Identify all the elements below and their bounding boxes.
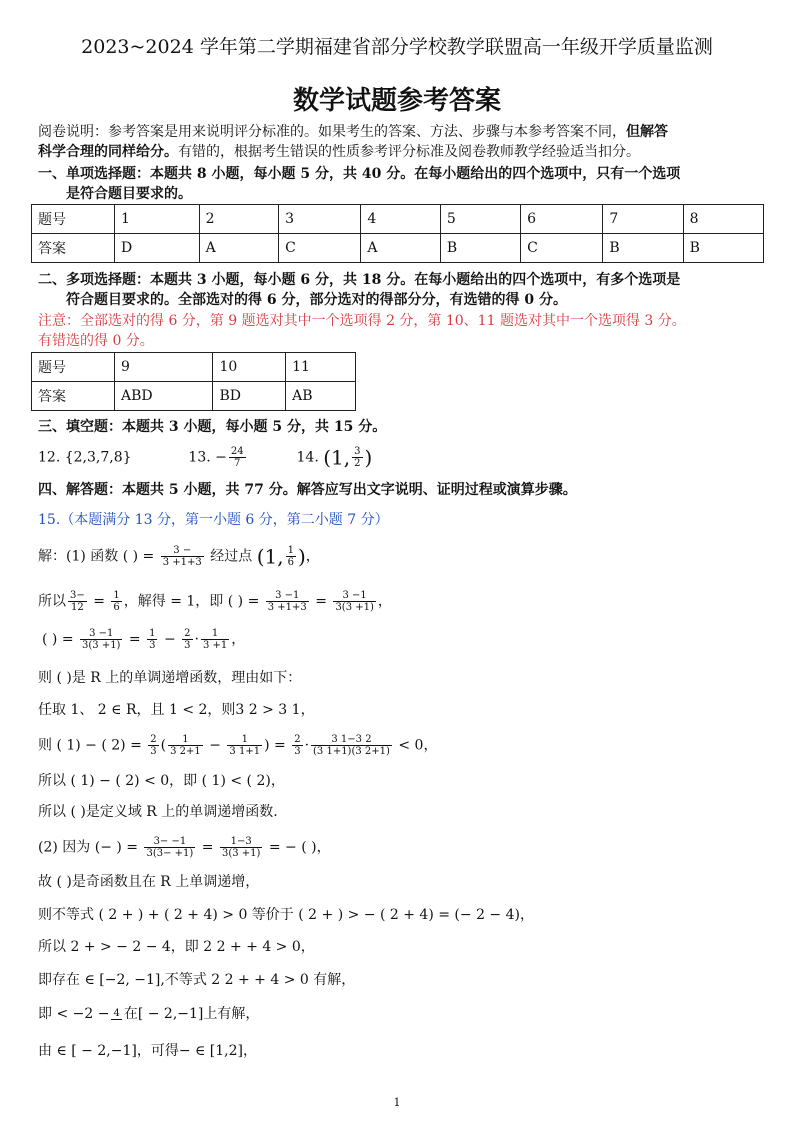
fraction-denominator: 3 <box>150 746 157 757</box>
table-cell: 8 <box>683 205 763 234</box>
table-cell: 6 <box>521 205 603 234</box>
table-cell: BD <box>213 382 286 411</box>
q13-sign: − <box>215 449 227 466</box>
fraction-denominator: 3 <box>149 640 156 651</box>
fraction-denominator: 3 <box>184 640 191 651</box>
solution-line-8: 所以 ( )是定义域 R 上的单调递增函数. <box>38 804 278 820</box>
fraction-denominator: (3 1+1)(3 2+1) <box>313 746 390 757</box>
fraction <box>201 628 229 651</box>
section3-answers <box>38 446 372 469</box>
section4-heading: 四、解答题：本题共 5 小题，共 77 分。解答应写出文字说明、证明过程或演算步骤。 <box>38 482 577 498</box>
fraction <box>168 734 203 757</box>
fraction-numerator: 3 <box>354 446 361 457</box>
section1-answer-table <box>31 204 764 263</box>
fraction-denominator: 3 +1+3 <box>162 557 202 568</box>
table-cell: 1 <box>115 205 200 234</box>
solution-line-9 <box>38 836 331 859</box>
instructions-bold-text: 科学合理的同样给分。 <box>38 144 178 160</box>
solution-text: ， <box>305 548 320 565</box>
solution-text: ( ) = <box>42 631 74 648</box>
fraction-denominator: 3 <box>294 746 301 757</box>
table-cell-label: 题号 <box>32 205 115 234</box>
solution-text: = <box>315 593 327 610</box>
solution-text: ，解得 = 1，即 ( ) = <box>123 593 260 610</box>
section2-answer-table <box>31 352 356 411</box>
q13-fraction <box>229 446 246 469</box>
table-cell: B <box>603 234 683 263</box>
fraction <box>227 734 262 757</box>
fraction-denominator: 3(3 +1) <box>82 640 121 651</box>
fraction <box>80 628 122 651</box>
fraction-numerator: 2 <box>150 734 157 745</box>
table-cell: B <box>440 234 520 263</box>
fraction-denominator: 3(3 +1) <box>335 602 374 613</box>
section2-note-cont: 有错选的得 0 分。 <box>38 333 154 349</box>
solution-text: ( <box>160 737 167 754</box>
solution-text: · <box>194 631 199 648</box>
fraction-numerator: 1 <box>113 590 120 601</box>
solution-text: = <box>128 631 141 648</box>
fraction-denominator: 12 <box>71 602 84 613</box>
table-cell: 4 <box>361 205 440 234</box>
paren: (1, <box>256 544 284 569</box>
section2-note: 注意：全部选对的得 6 分，第 9 题选对其中一个选项得 2 分，第 10、11 题选对其中一个选项得 3 分。 <box>38 313 686 329</box>
table-cell: 3 <box>279 205 361 234</box>
solution-text: − <box>209 737 221 754</box>
q14-open: (1, <box>323 445 351 470</box>
fraction-numerator: 2 <box>184 628 191 639</box>
fraction-numerator: 3 −1 <box>80 628 122 640</box>
fraction <box>68 590 87 613</box>
table-cell: A <box>361 234 440 263</box>
q14-fraction <box>352 446 362 469</box>
fraction <box>161 545 204 568</box>
section3-heading: 三、填空题：本题共 3 小题，每小题 5 分，共 15 分。 <box>38 419 387 435</box>
fraction-denominator: 3 1+1 <box>229 746 261 757</box>
fraction-denominator: 6 <box>113 602 120 613</box>
table-row <box>32 205 764 234</box>
solution-text: ， <box>231 631 246 648</box>
solution-text: 所以 <box>38 593 66 610</box>
solution-text: 解：(1) 函数 ( ) = <box>38 548 155 565</box>
solution-text: ) <box>264 737 270 754</box>
solution-line-11: 则不等式 ( 2 + ) + ( 2 + 4) > 0 等价于 ( 2 + ) > − ( 2 + 4) = (− 2 − 4)， <box>38 907 534 923</box>
fraction <box>111 590 121 613</box>
instructions-line-1 <box>38 122 668 142</box>
solution-text: (2) 因为 (− ) = <box>38 839 139 856</box>
fraction-numerator: 3− −1 <box>144 836 195 848</box>
section1-heading-cont: 是符合题目要求的。 <box>66 186 192 202</box>
solution-line-5: 任取 1、 2 ∈ R，且 1 < 2，则3 2 > 3 1， <box>38 702 315 718</box>
q14-label: 14. <box>296 449 319 466</box>
fraction <box>333 590 375 613</box>
fraction <box>182 628 192 651</box>
solution-line-10: 故 ( )是奇函数且在 R 上单调递增， <box>38 874 260 890</box>
fraction <box>148 734 158 757</box>
fraction-numerator: 4 <box>113 1008 120 1019</box>
solution-text: · <box>304 737 310 754</box>
fraction-numerator: 1 <box>287 545 294 556</box>
fraction-numerator: 1−3 <box>220 836 262 848</box>
page-title: 数学试题参考答案 <box>292 86 501 116</box>
fraction-numerator: 1 <box>149 628 156 639</box>
table-cell: C <box>521 234 603 263</box>
section1-heading: 一、单项选择题：本题共 8 小题，每小题 5 分，共 40 分。在每小题给出的四个选项中，只有一个选项 <box>38 166 681 182</box>
solution-text: = − ( )， <box>268 839 331 856</box>
solution-text: = <box>201 839 214 856</box>
q15-header: 15.（本题满分 13 分，第一小题 6 分，第二小题 7 分） <box>38 512 389 528</box>
fraction-numerator: 3− <box>70 590 85 601</box>
fraction <box>147 628 157 651</box>
solution-text: 则 ( 1) − ( 2) = <box>38 737 142 754</box>
solution-line-6 <box>38 734 437 757</box>
solution-line-12: 所以 2 + > − 2 − 4，即 2 2 + + 4 > 0， <box>38 939 315 955</box>
fraction-numerator: 1 <box>168 734 203 746</box>
table-cell: 11 <box>286 353 356 382</box>
table-cell: 2 <box>199 205 278 234</box>
table-cell: 10 <box>213 353 286 382</box>
solution-line-7: 所以 ( 1) − ( 2) < 0，即 ( 1) < ( 2)， <box>38 773 285 789</box>
solution-text: 即 < −2 − <box>38 1006 110 1022</box>
fraction-denominator: 3 2+1 <box>170 746 201 757</box>
table-cell-label: 答案 <box>32 234 115 263</box>
fraction-denominator: 3(3 +1) <box>221 848 261 859</box>
instructions-bold-text: 但解答 <box>626 124 668 140</box>
fraction-denominator: 3 +1 <box>202 640 228 651</box>
fraction-numerator: 2 <box>294 734 301 745</box>
q14-close: ) <box>364 445 373 470</box>
fraction-numerator: 3 −1 <box>333 590 375 602</box>
q12-answer: {2,3,7,8} <box>64 449 132 466</box>
table-cell-label: 答案 <box>32 382 115 411</box>
fraction-numerator: 1 <box>201 628 229 640</box>
instructions-text: 有错的，根据考生错误的性质参考评分标准及阅卷教师教学经验适当扣分。 <box>178 144 640 160</box>
fraction-numerator: 3 1−3 2 <box>311 734 392 746</box>
section2-heading: 二、多项选择题：本题共 3 小题，每小题 6 分，共 18 分。在每小题给出的四个选项中，有多个选项是 <box>38 272 681 288</box>
table-row <box>32 382 356 411</box>
table-cell: D <box>115 234 200 263</box>
instructions-text: 阅卷说明：参考答案是用来说明评分标准的。如果考生的答案、方法、步骤与本参考答案不同， <box>38 124 626 140</box>
fraction-denominator: 2 <box>354 458 361 469</box>
table-cell: C <box>279 234 361 263</box>
exam-title: 2023~2024 学年第二学期福建省部分学校教学联盟高一年级开学质量监测 <box>81 36 713 58</box>
fraction-numerator: 3 −1 <box>266 590 309 602</box>
table-cell: ABD <box>115 382 213 411</box>
solution-line-1 <box>38 545 320 568</box>
fraction-denominator: 3 +1+3 <box>267 602 307 613</box>
fraction-denominator: 3(3− +1) <box>146 848 194 859</box>
solution-line-4: 则 ( )是 R 上的单调递增函数，理由如下： <box>38 670 302 686</box>
fraction-denominator: 6 <box>287 557 294 568</box>
fraction <box>111 1008 121 1020</box>
solution-line-15: 由 ∈ [ − 2,−1]，可得− ∈ [1,2]， <box>38 1043 257 1059</box>
solution-line-13: 即存在 ∈ [−2, −1],不等式 2 2 + + 4 > 0 有解， <box>38 972 356 988</box>
table-row <box>32 234 764 263</box>
solution-text: = <box>93 593 105 610</box>
q13-label: 13. <box>188 449 211 466</box>
fraction-denominator: 7 <box>234 458 241 469</box>
solution-text: < 0， <box>398 737 438 754</box>
paren: ) <box>297 544 306 569</box>
table-cell: 7 <box>603 205 683 234</box>
solution-text: 经过点 <box>210 548 253 565</box>
table-cell: 5 <box>440 205 520 234</box>
solution-line-2 <box>38 590 392 613</box>
table-cell: B <box>683 234 763 263</box>
solution-text: ， <box>377 593 392 610</box>
table-cell: 9 <box>115 353 213 382</box>
table-cell: A <box>199 234 278 263</box>
fraction-numerator: 3 − <box>161 545 204 557</box>
table-cell-label: 题号 <box>32 353 115 382</box>
q12-label: 12. <box>38 449 61 466</box>
table-row <box>32 353 356 382</box>
solution-text: − <box>163 631 176 648</box>
fraction <box>266 590 309 613</box>
fraction <box>144 836 195 859</box>
section2-heading-cont: 符合题目要求的。全部选对的得 6 分，部分选对的得部分分，有选错的得 0 分。 <box>66 292 567 308</box>
page-number: 1 <box>393 1096 401 1109</box>
fraction <box>220 836 262 859</box>
solution-line-14 <box>38 1004 259 1024</box>
solution-text: = <box>274 737 286 754</box>
fraction <box>286 545 296 568</box>
instructions-line-2 <box>38 142 640 162</box>
table-cell: AB <box>286 382 356 411</box>
fraction <box>292 734 302 757</box>
fraction-numerator: 1 <box>227 734 262 746</box>
solution-text: 在[ − 2,−1]上有解， <box>123 1006 260 1022</box>
fraction <box>311 734 392 757</box>
fraction-numerator: 24 <box>230 446 244 457</box>
solution-line-3 <box>42 628 245 651</box>
